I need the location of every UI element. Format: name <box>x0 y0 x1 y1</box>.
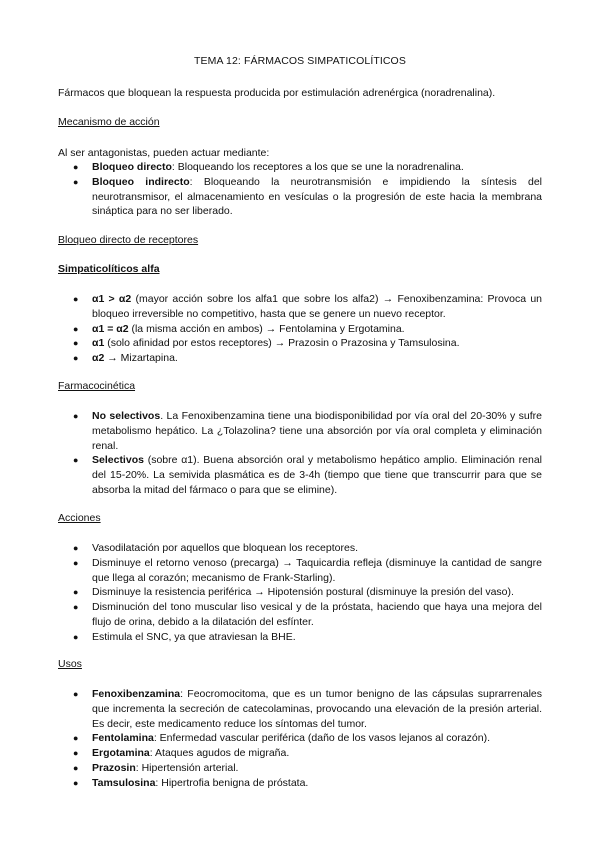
list-item-text: Disminución del tono muscular liso vesical y de la próstata, haciendo que haya una mejora del flujo de orina, debido a la dilatación del esfínter. <box>92 601 542 628</box>
bullet-icon: ● <box>73 689 79 699</box>
list-item-text: (mayor acción sobre los alfa1 que sobre los alfa2) → Fenoxibenzamina: Provoca un bloqueo irreversible no competitivo, hasta que se genere un nuevo receptor. <box>92 293 542 320</box>
mecanismo-list <box>58 160 542 219</box>
intro-paragraph: Fármacos que bloquean la respuesta producida por estimulación adrenérgica (noradrenalina). <box>58 87 496 99</box>
list-item-term: Tamsulosina <box>92 776 156 789</box>
bullet-icon: ● <box>73 176 79 187</box>
mecanismo-lead: Al ser antagonistas, pueden actuar mediante: <box>58 147 270 159</box>
list-item <box>58 160 542 175</box>
list-item-text: Disminuye el retorno venoso (precarga) → Taquicardia refleja (disminuye la cantidad de sangre que llega al corazón; mecanismo de Frank-Starling). <box>92 556 542 584</box>
bullet-icon: ● <box>73 733 79 744</box>
bullet-icon: ● <box>73 294 79 304</box>
heading-acciones: Acciones <box>58 512 101 524</box>
bullet-icon: ● <box>73 455 79 466</box>
bullet-icon: ● <box>73 587 79 598</box>
list-item <box>58 630 542 645</box>
list-item <box>58 292 542 322</box>
list-item-term: Ergotamina <box>92 747 150 760</box>
list-item-text: : Enfermedad vascular periférica (daño de los vasos lejanos al corazón). <box>153 732 491 745</box>
bullet-icon: ● <box>73 543 79 553</box>
list-item-text: Disminuye la resistencia periférica → Hipotensión postural (disminuye la presión del vaso). <box>92 586 514 599</box>
list-item <box>58 731 542 746</box>
bullet-icon: ● <box>73 411 79 421</box>
farmacocinetica-list <box>58 409 542 498</box>
list-item <box>58 556 542 586</box>
list-item-text: (solo afinidad por estos receptores) → Prazosin o Prazosina y Tamsulosina. <box>104 337 460 350</box>
list-item <box>58 453 542 497</box>
list-item-term: Fenoxibenzamina <box>92 688 181 700</box>
list-item-term: Bloqueo directo <box>92 161 172 173</box>
list-item <box>58 175 542 219</box>
list-item <box>58 322 542 337</box>
list-item <box>58 776 542 791</box>
list-item-term: α2 <box>92 352 105 365</box>
bullet-icon: ● <box>73 323 79 334</box>
page-title: TEMA 12: FÁRMACOS SIMPATICOLÍTICOS <box>194 55 406 67</box>
bullet-icon: ● <box>73 162 79 172</box>
bullet-icon: ● <box>73 777 79 788</box>
list-item-text: (sobre α1). Buena absorción oral y metabolismo hepático amplio. Eliminación renal del 15-20%. La semivida plasmática es de 3-4h (tiempo que tiene que transcurrir para que se absorba la mitad del fármaco o para que se elimine). <box>92 454 542 496</box>
list-item-term: Fentolamina <box>92 732 154 745</box>
list-item <box>58 585 542 600</box>
list-item <box>58 746 542 761</box>
list-item <box>58 336 542 351</box>
list-item <box>58 409 542 453</box>
bullet-icon: ● <box>73 748 79 759</box>
heading-simpaticoliticos-alfa: Simpaticolíticos alfa <box>58 263 160 275</box>
heading-bloqueo-directo: Bloqueo directo de receptores <box>58 234 199 246</box>
bullet-icon: ● <box>73 602 79 613</box>
list-item <box>58 541 542 556</box>
list-item-text: : Hipertrofia benigna de próstata. <box>155 776 309 789</box>
list-item <box>58 687 542 731</box>
list-item-term: α1 > α2 <box>92 293 132 305</box>
list-item-text: Estimula el SNC, ya que atraviesan la BHE. <box>92 630 296 643</box>
list-item-text: : Ataques agudos de migraña. <box>149 747 290 760</box>
list-item-text: . La Fenoxibenzamina tiene una biodisponibilidad por vía oral del 20-30% y sufre metabolismo hepático. La ¿Tolazolina? tiene una absorción por vía oral completa y eliminación renal. <box>92 410 543 452</box>
list-item <box>58 351 542 366</box>
bullet-icon: ● <box>73 338 79 349</box>
bullet-icon: ● <box>73 631 79 642</box>
list-item-term: Selectivos <box>92 454 144 467</box>
list-item <box>58 761 542 776</box>
list-item-text: : Bloqueando los receptores a los que se une la noradrenalina. <box>171 161 464 173</box>
list-item-term: α1 = α2 <box>92 322 129 335</box>
list-item-text: : Feocromocitoma, que es un tumor benigno de las cápsulas suprarrenales que incrementa la secreción de catecolaminas, provocando una elevación de la presión arterial. Es decir, este medicamento reduce los síntomas del tumor. <box>92 688 542 730</box>
list-item-text: → Mizartapina. <box>104 352 178 365</box>
heading-farmacocinetica: Farmacocinética <box>58 380 136 392</box>
bullet-icon: ● <box>73 762 79 773</box>
bullet-icon: ● <box>73 353 79 364</box>
list-item-term: α1 <box>92 337 105 350</box>
list-item <box>58 600 542 630</box>
list-item-text: (la misma acción en ambos) → Fentolamina y Ergotamina. <box>128 322 405 335</box>
heading-mecanismo: Mecanismo de acción <box>58 116 160 128</box>
heading-usos: Usos <box>58 658 82 670</box>
list-item-term: Bloqueo indirecto <box>92 175 190 188</box>
acciones-list <box>58 541 542 645</box>
list-item-text: : Bloqueando la neurotransmisión e impidiendo la síntesis del neurotransmisor, el almacenamiento en vesículas o la progresión de este hacia la membrana sináptica para no ser liberado. <box>92 175 542 218</box>
list-item-term: Prazosin <box>92 761 136 774</box>
simpaticoliticos-list <box>58 292 542 366</box>
list-item-text: : Hipertensión arterial. <box>135 761 239 774</box>
list-item-text: Vasodilatación por aquellos que bloquean los receptores. <box>92 542 358 554</box>
list-item-term: No selectivos <box>92 410 161 422</box>
bullet-icon: ● <box>73 557 79 568</box>
usos-list <box>58 687 542 791</box>
